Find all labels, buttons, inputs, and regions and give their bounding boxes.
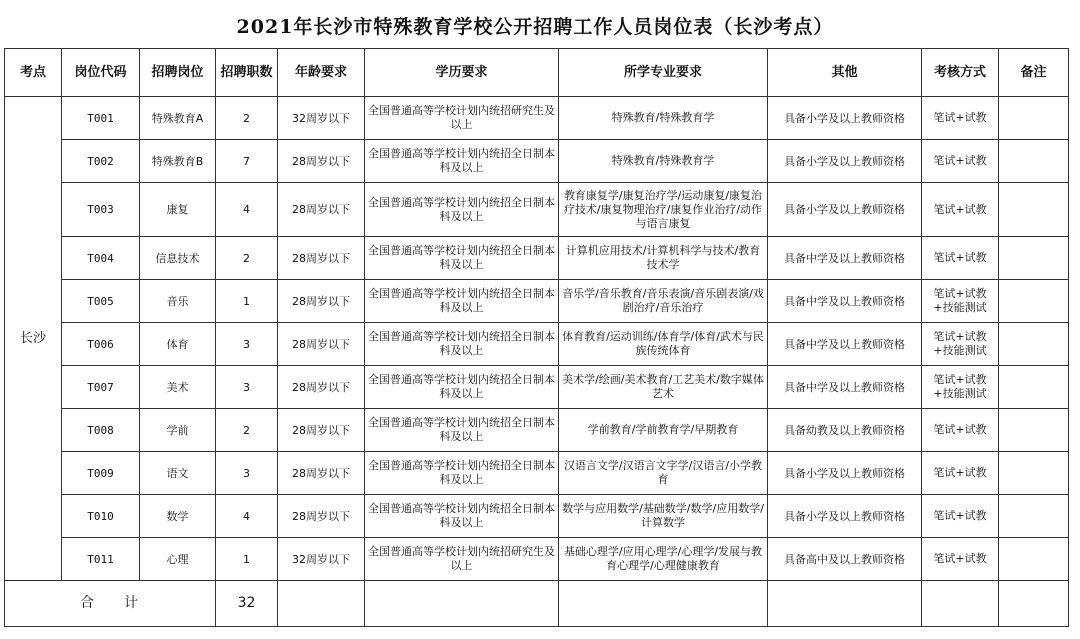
code-cell: T003 (62, 183, 140, 237)
post-cell: 数学 (140, 495, 216, 538)
other-cell: 具备中学及以上教师资格 (768, 366, 922, 409)
other-cell: 具备中学及以上教师资格 (768, 237, 922, 280)
code-cell: T001 (62, 97, 140, 140)
note-cell (999, 183, 1069, 237)
header-cell-post: 招聘岗位 (140, 49, 216, 97)
post-cell: 语文 (140, 452, 216, 495)
header-cell-location: 考点 (5, 49, 62, 97)
note-cell (999, 495, 1069, 538)
major-cell: 计算机应用技术/计算机科学与技术/教育技术学 (559, 237, 768, 280)
header-row (5, 49, 1069, 97)
table-row (5, 323, 1069, 366)
other-cell: 具备小学及以上教师资格 (768, 97, 922, 140)
age-cell: 28周岁以下 (278, 409, 365, 452)
education-cell: 全国普通高等学校计划内统招研究生及以上 (365, 538, 559, 581)
empty-cell (365, 581, 559, 627)
header-cell-age: 年龄要求 (278, 49, 365, 97)
exam-cell: 笔试+试教+技能测试 (922, 323, 999, 366)
header-cell-code: 岗位代码 (62, 49, 140, 97)
exam-cell: 笔试+试教 (922, 237, 999, 280)
post-cell: 特殊教育A (140, 97, 216, 140)
count-cell: 2 (216, 409, 278, 452)
other-cell: 具备幼教及以上教师资格 (768, 409, 922, 452)
post-cell: 康复 (140, 183, 216, 237)
header-cell-count: 招聘职数 (216, 49, 278, 97)
exam-cell: 笔试+试教 (922, 140, 999, 183)
note-cell (999, 97, 1069, 140)
age-cell: 28周岁以下 (278, 140, 365, 183)
code-cell: T011 (62, 538, 140, 581)
empty-cell (278, 581, 365, 627)
age-cell: 28周岁以下 (278, 183, 365, 237)
age-cell: 32周岁以下 (278, 97, 365, 140)
code-cell: T008 (62, 409, 140, 452)
major-cell: 学前教育/学前教育学/早期教育 (559, 409, 768, 452)
post-cell: 心理 (140, 538, 216, 581)
other-cell: 具备小学及以上教师资格 (768, 495, 922, 538)
note-cell (999, 366, 1069, 409)
note-cell (999, 323, 1069, 366)
count-cell: 4 (216, 183, 278, 237)
age-cell: 28周岁以下 (278, 323, 365, 366)
header-cell-major: 所学专业要求 (559, 49, 768, 97)
code-cell: T006 (62, 323, 140, 366)
table-row (5, 538, 1069, 581)
post-cell: 体育 (140, 323, 216, 366)
other-cell: 具备小学及以上教师资格 (768, 183, 922, 237)
total-label-cell: 合计 (5, 581, 216, 627)
code-cell: T005 (62, 280, 140, 323)
education-cell: 全国普通高等学校计划内统招全日制本科及以上 (365, 140, 559, 183)
header-cell-exam: 考核方式 (922, 49, 999, 97)
note-cell (999, 140, 1069, 183)
code-cell: T002 (62, 140, 140, 183)
other-cell: 具备高中及以上教师资格 (768, 538, 922, 581)
education-cell: 全国普通高等学校计划内统招全日制本科及以上 (365, 409, 559, 452)
education-cell: 全国普通高等学校计划内统招全日制本科及以上 (365, 452, 559, 495)
education-cell: 全国普通高等学校计划内统招全日制本科及以上 (365, 237, 559, 280)
post-cell: 信息技术 (140, 237, 216, 280)
education-cell: 全国普通高等学校计划内统招全日制本科及以上 (365, 366, 559, 409)
age-cell: 28周岁以下 (278, 237, 365, 280)
exam-cell: 笔试+试教 (922, 495, 999, 538)
exam-cell: 笔试+试教 (922, 97, 999, 140)
count-cell: 1 (216, 280, 278, 323)
count-cell: 1 (216, 538, 278, 581)
major-cell: 特殊教育/特殊教育学 (559, 97, 768, 140)
major-cell: 汉语言文学/汉语言文字学/汉语言/小学教育 (559, 452, 768, 495)
age-cell: 28周岁以下 (278, 452, 365, 495)
code-cell: T007 (62, 366, 140, 409)
exam-cell: 笔试+试教 (922, 452, 999, 495)
exam-cell: 笔试+试教 (922, 409, 999, 452)
table-row (5, 280, 1069, 323)
header-cell-note: 备注 (999, 49, 1069, 97)
note-cell (999, 452, 1069, 495)
exam-cell: 笔试+试教+技能测试 (922, 366, 999, 409)
count-cell: 2 (216, 97, 278, 140)
empty-cell (559, 581, 768, 627)
education-cell: 全国普通高等学校计划内统招全日制本科及以上 (365, 323, 559, 366)
positions-table (4, 48, 1069, 627)
code-cell: T004 (62, 237, 140, 280)
major-cell: 教育康复学/康复治疗学/运动康复/康复治疗技术/康复物理治疗/康复作业治疗/动作与语言康复 (559, 183, 768, 237)
table-row (5, 140, 1069, 183)
total-row (5, 581, 1069, 627)
count-cell: 3 (216, 452, 278, 495)
note-cell (999, 409, 1069, 452)
header-cell-education: 学历要求 (365, 49, 559, 97)
count-cell: 4 (216, 495, 278, 538)
major-cell: 音乐学/音乐教育/音乐表演/音乐剧表演/戏剧治疗/音乐治疗 (559, 280, 768, 323)
note-cell (999, 280, 1069, 323)
other-cell: 具备中学及以上教师资格 (768, 323, 922, 366)
age-cell: 28周岁以下 (278, 495, 365, 538)
table-row (5, 366, 1069, 409)
education-cell: 全国普通高等学校计划内统招研究生及以上 (365, 97, 559, 140)
empty-cell (768, 581, 922, 627)
education-cell: 全国普通高等学校计划内统招全日制本科及以上 (365, 183, 559, 237)
note-cell (999, 538, 1069, 581)
major-cell: 美术学/绘画/美术教育/工艺美术/数字媒体艺术 (559, 366, 768, 409)
total-count-cell: 32 (216, 581, 278, 627)
education-cell: 全国普通高等学校计划内统招全日制本科及以上 (365, 495, 559, 538)
table-row (5, 409, 1069, 452)
age-cell: 28周岁以下 (278, 280, 365, 323)
table-row (5, 495, 1069, 538)
age-cell: 32周岁以下 (278, 538, 365, 581)
empty-cell (999, 581, 1069, 627)
count-cell: 7 (216, 140, 278, 183)
code-cell: T009 (62, 452, 140, 495)
other-cell: 具备中学及以上教师资格 (768, 280, 922, 323)
post-cell: 特殊教育B (140, 140, 216, 183)
table-row (5, 97, 1069, 140)
exam-cell: 笔试+试教 (922, 183, 999, 237)
note-cell (999, 237, 1069, 280)
location-cell: 长沙 (5, 97, 62, 581)
code-cell: T010 (62, 495, 140, 538)
post-cell: 学前 (140, 409, 216, 452)
exam-cell: 笔试+试教+技能测试 (922, 280, 999, 323)
count-cell: 3 (216, 366, 278, 409)
table-row (5, 183, 1069, 237)
post-cell: 美术 (140, 366, 216, 409)
header-cell-other: 其他 (768, 49, 922, 97)
post-cell: 音乐 (140, 280, 216, 323)
major-cell: 基础心理学/应用心理学/心理学/发展与教育心理学/心理健康教育 (559, 538, 768, 581)
major-cell: 特殊教育/特殊教育学 (559, 140, 768, 183)
other-cell: 具备小学及以上教师资格 (768, 452, 922, 495)
major-cell: 数学与应用数学/基础数学/数学/应用数学/计算数学 (559, 495, 768, 538)
age-cell: 28周岁以下 (278, 366, 365, 409)
table-title: 2021年长沙市特殊教育学校公开招聘工作人员岗位表（长沙考点） (4, 6, 1066, 44)
empty-cell (922, 581, 999, 627)
table-row (5, 237, 1069, 280)
other-cell: 具备小学及以上教师资格 (768, 140, 922, 183)
education-cell: 全国普通高等学校计划内统招全日制本科及以上 (365, 280, 559, 323)
count-cell: 3 (216, 323, 278, 366)
table-row (5, 452, 1069, 495)
major-cell: 体育教育/运动训练/体育学/体育/武术与民族传统体育 (559, 323, 768, 366)
count-cell: 2 (216, 237, 278, 280)
exam-cell: 笔试+试教 (922, 538, 999, 581)
